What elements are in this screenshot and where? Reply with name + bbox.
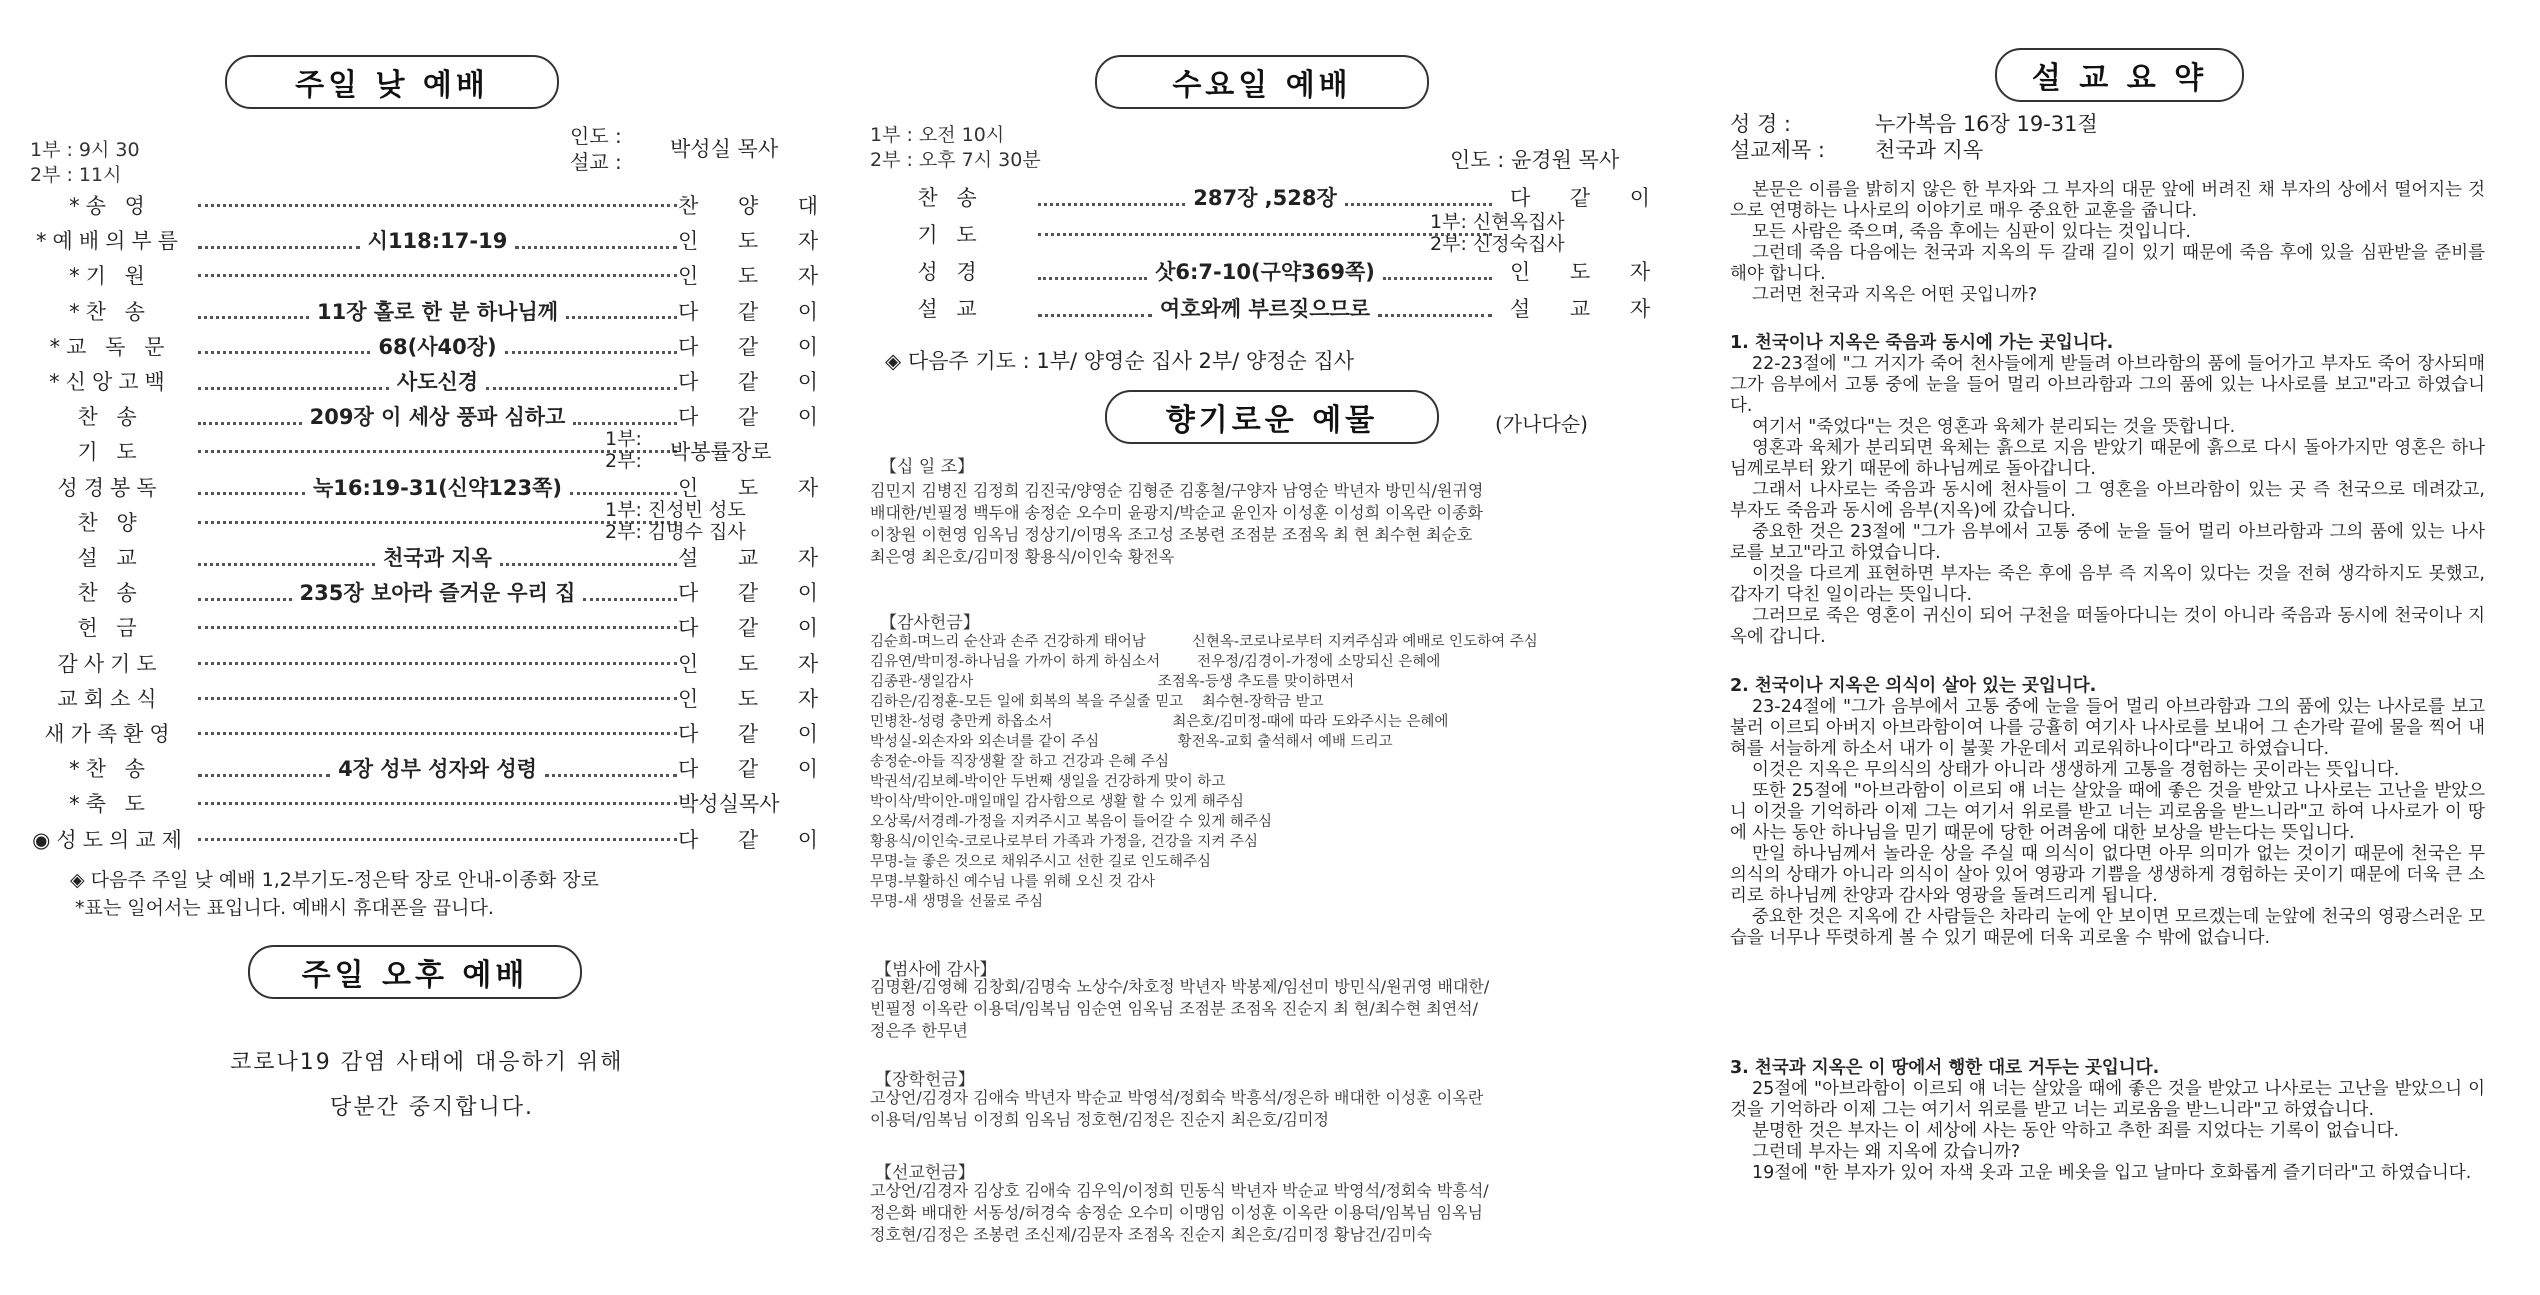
service-item-responsible: 다 같 이 <box>678 616 818 641</box>
leader-dots <box>515 232 677 249</box>
leader-label-2: 설교 : <box>570 150 622 174</box>
service-time-2: 2부 : 11시 <box>30 164 122 186</box>
list-line: 김종관-생일감사 조점옥-등생 추도를 맞이하면서 <box>870 674 1355 690</box>
sermon-summary-title: 설 교 요 약 <box>1995 48 2244 102</box>
sunday-morning-title: 주일 낮 예배 <box>225 55 559 109</box>
wed-time-2: 2부 : 오후 7시 30분 <box>870 149 1041 171</box>
paragraph: 여기서 "죽었다"는 것은 영혼과 육체가 분리되는 것을 뜻합니다. <box>1752 417 2236 437</box>
service-item-responsible: 다 같 이 <box>678 405 818 430</box>
list-line: 박성실-외손자와 외손녀를 같이 주심 황전옥-교회 출석해서 예배 드리고 <box>870 734 1393 750</box>
paragraph: 또한 25절에 "아브라함이 이르되 얘 너는 살았을 때에 좋은 것을 받았고 나사로는 고난을 받았으니 이것을 기억하라 이제 그는 여기서 위로를 받고 너는 괴로움을 받느니라"고 하여 나사로가 이 땅에 사는 동안 하나님을 믿기 때문에 당한 어려움에 대한 보상을 받는다는 뜻입니다. <box>1730 781 2485 843</box>
service-row <box>30 366 818 398</box>
sermon-point-3 <box>1730 1058 2485 1184</box>
service-item-detail: 천국과 지옥 <box>383 546 492 570</box>
service-item-label: *교 독 문 <box>49 334 171 359</box>
list-line: 김순희-며느리 순산과 손주 건강하게 태어남 신현옥-코로나로부터 지켜주심과 예배로 인도하여 주심 <box>870 634 1538 650</box>
service-row <box>30 577 818 609</box>
leader-dots <box>198 337 370 354</box>
leader-dots <box>573 408 677 425</box>
service-row <box>30 225 818 257</box>
service-item-label: 설 교 <box>77 546 143 570</box>
leader-dots <box>198 478 305 495</box>
sermon-point-1 <box>1730 333 2485 648</box>
sermon-point-2 <box>1730 676 2485 949</box>
point-2-body <box>1730 697 2485 949</box>
paragraph: 모든 사람은 죽으며, 죽음 후에는 심판이 있다는 것입니다. <box>1752 222 2191 242</box>
leader-dots <box>198 584 292 601</box>
service-row <box>30 612 818 644</box>
service-item-detail: 4장 성부 성자와 성령 <box>338 757 537 782</box>
list-line: 정은주 한무년 <box>870 1021 968 1040</box>
service-item-label: *찬 송 <box>69 757 151 782</box>
service-item-responsible: 박성실목사 <box>678 792 780 817</box>
list-line: 배대한/빈필정 백두애 송정순 오수미 윤광지/박순교 윤인자 이성훈 이성희 이옥란 이종화 <box>870 503 1483 522</box>
leader-dots <box>1345 189 1492 206</box>
sermon-title-label: 설교제목 : <box>1730 138 1825 162</box>
thanks-list <box>870 632 1538 912</box>
service-item-responsible: 다 같 이 <box>678 722 818 746</box>
list-line: 오상록/서경례-가정을 지켜주시고 복음이 들어갈 수 있게 해주심 <box>870 814 1272 830</box>
list-line: 황용식/이인숙-코로나로부터 가족과 가정을, 건강을 지켜 주심 <box>870 834 1258 850</box>
service-item-label: *기 원 <box>69 264 151 289</box>
service-item-label: 교회소식 <box>57 686 163 711</box>
service-item-responsible: 설 교 자 <box>1510 297 1650 321</box>
service-item-responsible: 다 같 이 <box>678 757 818 782</box>
service-row <box>30 683 818 715</box>
paragraph: 그러면 천국과 지옥은 어떤 곳입니까? <box>1752 285 2038 305</box>
offerings-title: 향기로운 예물 <box>1105 390 1439 444</box>
service-item-label: 찬 양 <box>77 510 143 535</box>
part-1: 1부: <box>605 428 642 451</box>
paragraph: 본문은 이름을 밝히지 않은 한 부자와 그 부자의 대문 앞에 버려진 채 부자의 상에서 떨어지는 것으로 연명하는 나사로의 이야기로 매우 중요한 교훈을 줍니다. <box>1730 180 2485 221</box>
point-3-body <box>1730 1079 2485 1184</box>
service-item-detail: 삿6:7-10(구약369쪽) <box>1155 260 1375 284</box>
wednesday-column <box>870 0 1650 1295</box>
list-line: 최은영 최은호/김미정 황용식/이인숙 황전옥 <box>870 547 1175 566</box>
next-week-note: ◈ 다음주 주일 낮 예배 1,2부기도-정은탁 장로 안내-이종화 장로 <box>70 869 599 891</box>
service-row <box>870 293 1650 325</box>
wed-next-prayer: ◈ 다음주 기도 : 1부/ 양영순 집사 2부/ 양정순 집사 <box>885 349 1355 373</box>
service-item-detail: 시118:17-19 <box>367 229 508 254</box>
service-item-label: 새가족환영 <box>44 722 176 746</box>
scripture-text: 누가복음 16장 19-31절 <box>1875 112 2098 136</box>
service-item-responsible: 인 도 자 <box>678 229 818 254</box>
paragraph: 그런데 죽음 다음에는 천국과 지옥의 두 갈래 길이 있기 때문에 죽음 후에 있을 심판받을 준비를 해야 합니다. <box>1730 243 2485 284</box>
mission-heading: 【선교헌금】 <box>875 1163 975 1183</box>
service-item-detail: 235장 보아라 즐거운 우리 집 <box>299 581 576 606</box>
tithe-list <box>870 480 1483 568</box>
leader-dots <box>500 549 677 566</box>
service-item-detail: 287장 ,528장 <box>1193 186 1337 210</box>
leader-dots <box>1038 219 1492 236</box>
list-line: 박권석/김보혜-박이안 두번째 생일을 건강하게 맞이 하고 <box>870 774 1226 790</box>
leader-dots <box>583 584 677 601</box>
mission-list <box>870 1180 1489 1246</box>
paragraph: 그래서 나사로는 죽음과 동시에 천사들이 그 영혼을 아브라함이 있는 곳 즉 천국으로 데려갔고, 부자도 죽음과 동시에 음부(지옥)에 갔습니다. <box>1730 480 2485 521</box>
prayer-elder: 박봉률장로 <box>670 440 772 465</box>
leader-dots <box>198 612 677 629</box>
sunday-worship-column <box>30 0 818 1295</box>
list-line: 이용덕/임복님 이정희 임옥님 정호현/김정은 진순지 최은호/김미정 <box>870 1110 1329 1129</box>
service-item-responsible <box>1430 211 1630 255</box>
service-item-label: 감사기도 <box>57 651 163 676</box>
list-line: 김민지 김병진 김정희 김진국/양영순 김형준 김홍철/구양자 남영순 박년자 방민식/원귀영 <box>870 481 1484 500</box>
service-item-detail: 사도신경 <box>396 370 479 394</box>
list-line: 정호현/김정은 조봉련 조신제/김문자 조점옥 진순지 최은호/김미정 황남건/김미숙 <box>870 1225 1433 1244</box>
service-item-label: *신앙고백 <box>49 370 171 394</box>
service-item-label: *축 도 <box>69 792 151 817</box>
leader-dots <box>198 190 677 207</box>
offerings-order-note: (가나다순) <box>1495 412 1588 436</box>
scripture-label: 성 경 : <box>1730 112 1791 136</box>
list-line: 정은화 배대한 서동성/허경숙 송정순 오수미 이맹임 이성훈 이옥란 이용덕/임복님 임옥님 <box>870 1203 1483 1222</box>
thanks-heading: 【감사헌금】 <box>880 613 980 633</box>
paragraph: 중요한 것은 23절에 "그가 음부에서 고통 중에 눈을 들어 멀리 아브라함과 그의 품에 있는 나사로를 보고"라고 하였습니다. <box>1730 522 2485 563</box>
leader-dots <box>1038 263 1147 280</box>
leader-dots <box>198 373 389 390</box>
leader-label-1: 인도 : <box>570 124 622 148</box>
leader-dots <box>570 478 677 495</box>
leader-dots <box>198 302 309 319</box>
sermon-intro <box>1730 180 2485 306</box>
service-item-responsible: 인 도 자 <box>678 264 818 289</box>
point-1-heading: 1. 천국이나 지옥은 죽음과 동시에 가는 곳입니다. <box>1730 333 2114 353</box>
leader-dots <box>198 408 302 425</box>
service-row <box>30 331 818 363</box>
service-item-label: 기 도 <box>77 440 143 465</box>
point-2-heading: 2. 천국이나 지옥은 의식이 살아 있는 곳입니다. <box>1730 676 2097 696</box>
sermon-title-text: 천국과 지옥 <box>1875 138 1984 162</box>
leader-dots <box>198 232 360 249</box>
list-line: 이창원 이현영 임옥님 정상기/이명옥 조고성 조봉련 조점분 조점옥 최 현 최수현 최순호 <box>870 525 1473 544</box>
part-2: 2부: <box>605 450 642 473</box>
paragraph: 22-23절에 "그 거지가 죽어 천사들에게 받들려 아브라함의 품에 들어가고 부자도 죽어 장사되매 그가 음부에서 고통 중에 눈을 들어 멀리 아브라함과 그의 품에 있는 나사로를 보고"라고 하였습니다. <box>1730 354 2485 416</box>
paragraph: 이것을 다르게 표현하면 부자는 죽은 후에 음부 즉 지옥이 있다는 것을 전혀 생각하지도 못했고, 갑자기 닥친 일이라는 뜻입니다. <box>1730 564 2485 605</box>
leader-dots <box>198 718 677 735</box>
afternoon-notice-1: 코로나19 감염 사태에 대응하기 위해 <box>230 1050 624 1075</box>
service-row <box>870 182 1650 214</box>
list-line: 민병찬-성령 충만케 하옵소서 최은호/김미정-때에 따라 도와주시는 은혜에 <box>870 714 1449 730</box>
leader-dots <box>198 683 677 700</box>
list-line: 무명-늘 좋은 것으로 채워주시고 선한 길로 인도해주심 <box>870 854 1212 870</box>
service-row <box>30 788 800 820</box>
paragraph: 만일 하나님께서 놀라운 상을 주실 때 의식이 없다면 아무 의미가 없는 것이기 때문에 천국은 무의식의 상태가 아니라 의식이 살아 있어 영광과 기쁨을 생생하게 경험하는 곳이기 때문에 더욱 큰 소리로 하나님께 찬양과 감사와 영광을 돌려드리게 됩니다. <box>1730 844 2485 906</box>
service-item-detail: 여호와께 부르짖으므로 <box>1159 297 1371 321</box>
service-item-label: 헌 금 <box>77 616 143 641</box>
service-item-responsible: 다 같 이 <box>678 370 818 394</box>
point-1-body <box>1730 354 2485 648</box>
service-item-detail: 11장 홀로 한 분 하나님께 <box>316 299 559 324</box>
service-item-responsible: 인 도 자 <box>1510 260 1650 284</box>
leader-dots <box>486 373 677 390</box>
leader-dots <box>198 788 677 805</box>
service-item-label: 기 도 <box>917 223 983 247</box>
wed-time-1: 1부 : 오전 10시 <box>870 124 1005 146</box>
list-line: 무명-새 생명을 선물로 주심 <box>870 894 1044 910</box>
list-line: 고상언/김경자 김애숙 박년자 박순교 박영석/정회숙 박흥석/정은하 배대한 이성훈 이옥란 <box>870 1088 1484 1107</box>
service-item-label: 찬 송 <box>77 405 143 430</box>
list-line: 박이삭/박이안-매일매일 감사함으로 생활 할 수 있게 해주심 <box>870 794 1244 810</box>
leader-dots <box>1038 300 1152 317</box>
sunday-afternoon-title: 주일 오후 예배 <box>248 945 582 999</box>
leader-dots <box>1038 189 1185 206</box>
list-line: 김하은/김정훈-모든 일에 회복의 복을 주실줄 믿고 최수현-장학금 받고 <box>870 694 1324 710</box>
service-item-responsible: 다 같 이 <box>678 334 818 359</box>
leader-dots <box>198 648 677 665</box>
service-time-1: 1부 : 9시 30 <box>30 139 140 161</box>
point-3-heading: 3. 천국과 지옥은 이 땅에서 행한 대로 거두는 곳입니다. <box>1730 1058 2160 1078</box>
service-row <box>870 256 1650 288</box>
service-row <box>30 296 818 328</box>
service-item-responsible <box>605 499 805 543</box>
leader-dots <box>1378 300 1492 317</box>
standing-note: *표는 일어서는 표입니다. 예배시 휴대폰을 끕니다. <box>75 897 494 919</box>
service-row <box>30 428 800 473</box>
all-things-heading: 【범사에 감사】 <box>875 960 997 980</box>
service-item-detail: 눅16:19-31(신약123쪽) <box>313 475 562 500</box>
tithe-heading: 【십 일 조】 <box>880 457 975 477</box>
paragraph: 영혼과 육체가 분리되면 육체는 흙으로 지음 받았기 때문에 흙으로 다시 돌아가지만 영혼은 하나님께로부터 왔기 때문에 하나님께로 돌아갑니다. <box>1730 438 2485 479</box>
service-row <box>30 190 818 222</box>
service-item-label: *예배의부름 <box>36 229 184 254</box>
service-item-responsible: 다 같 이 <box>1510 186 1650 210</box>
wed-leader: 인도 : 윤경원 목사 <box>1450 148 1620 172</box>
leader-dots <box>198 549 375 566</box>
part-1: 1부: 신현옥집사 <box>1430 211 1565 233</box>
service-item-detail: 209장 이 세상 풍파 심하고 <box>309 405 566 430</box>
part-1: 1부: 진성빈 성도 <box>605 498 746 521</box>
leader-dots <box>545 760 677 777</box>
paragraph: 분명한 것은 부자는 이 세상에 사는 동안 악하고 추한 죄를 지었다는 기록이 없습니다. <box>1752 1121 2400 1141</box>
service-item-label: *찬 송 <box>69 299 151 324</box>
list-line: 무명-부활하신 예수님 나를 위해 오신 것 감사 <box>870 874 1156 890</box>
all-things-list <box>870 976 1489 1042</box>
leader-dots <box>566 302 677 319</box>
leader-dots <box>198 824 677 841</box>
list-line: 고상언/김경자 김상호 김애숙 김우익/이정희 민동식 박년자 박순교 박영석/정회숙 박흥석/ <box>870 1181 1489 1200</box>
leader-dots <box>198 760 330 777</box>
service-item-responsible: 인 도 자 <box>678 651 818 676</box>
service-row <box>30 718 818 750</box>
paragraph: 그러므로 죽은 영혼이 귀신이 되어 구천을 떠돌아다니는 것이 아니라 죽음과 동시에 천국이나 지옥에 갑니다. <box>1730 606 2485 647</box>
service-row <box>870 211 1645 255</box>
service-row <box>30 542 818 574</box>
sermon-summary-column <box>1715 0 2495 1295</box>
leader-dots <box>505 337 677 354</box>
service-row <box>30 498 800 543</box>
service-item-responsible: 인 도 자 <box>678 475 818 500</box>
list-line: 김유연/박미정-하나님을 가까이 하게 하심소서 전우정/김경이-가정에 소망되신 은혜에 <box>870 654 1441 670</box>
service-row <box>30 260 818 292</box>
paragraph: 19절에 "한 부자가 있어 자색 옷과 고운 베옷을 입고 날마다 호화롭게 즐기더라"고 하였습니다. <box>1752 1163 2472 1183</box>
service-item-responsible: 인 도 자 <box>678 686 818 711</box>
service-item-responsible: 다 같 이 <box>678 827 818 852</box>
leader-dots <box>1383 263 1492 280</box>
service-item-label: *송 영 <box>69 194 151 218</box>
list-line: 빈필정 이옥란 이용덕/임복님 임순연 임옥님 조점분 조점옥 진순지 최 현/최수현 최연석/ <box>870 999 1478 1018</box>
service-item-label: 성 경 <box>917 260 983 284</box>
paragraph: 그런데 부자는 왜 지옥에 갔습니까? <box>1752 1142 2021 1162</box>
scholarship-list <box>870 1087 1483 1131</box>
service-item-detail: 68(사40장) <box>378 334 497 359</box>
service-item-label: ◉성도의교제 <box>32 827 188 852</box>
scholarship-heading: 【장학헌금】 <box>875 1070 975 1090</box>
service-item-label: 찬 송 <box>77 581 143 606</box>
list-line: 김명환/김영혜 김창회/김명숙 노상수/차호정 박년자 박봉제/임선미 방민식/원귀영 배대한/ <box>870 977 1490 996</box>
service-item-responsible: 설 교 자 <box>678 546 818 570</box>
service-item-responsible: 다 같 이 <box>678 299 818 324</box>
service-item-label: 찬 송 <box>917 186 983 210</box>
leader-dots <box>198 260 677 277</box>
service-item-label: 설 교 <box>917 297 983 321</box>
leader-name: 박성실 목사 <box>670 137 779 161</box>
service-item-label: 성경봉독 <box>57 475 163 500</box>
service-item-responsible: 찬 양 대 <box>678 194 818 218</box>
list-line: 송정순-아들 직장생활 잘 하고 건강과 은혜 주심 <box>870 754 1170 770</box>
paragraph: 이것은 지옥은 무의식의 상태가 아니라 생생하게 고통을 경험하는 곳이라는 뜻입니다. <box>1752 760 2400 780</box>
service-item-responsible: 다 같 이 <box>678 581 818 606</box>
part-2: 2부: 김명수 집사 <box>605 520 746 543</box>
paragraph: 중요한 것은 지옥에 간 사람들은 차라리 눈에 안 보이면 모르겠는데 눈앞에 천국의 영광스러운 모습을 너무나 뚜렷하게 볼 수 있기 때문에 더욱 괴로울 수 밖에 없습니다. <box>1730 907 2485 948</box>
service-row <box>30 824 818 856</box>
part-2: 2부: 신정숙집사 <box>1430 233 1565 255</box>
paragraph: 25절에 "아브라함이 이르되 얘 너는 살았을 때에 좋은 것을 받았고 나사로는 고난을 받았으니 이것을 기억하라 이제 그는 여기서 위로를 받고 너는 괴로움을 받느니라"고 하였습니다. <box>1730 1079 2485 1120</box>
paragraph: 23-24절에 "그가 음부에서 고통 중에 눈을 들어 멀리 아브라함과 그의 품에 있는 나사로를 보고 불러 이르되 아버지 아브라함이여 나를 긍휼히 여기사 나사로를 보내어 그 손가락 끝에 물을 찍어 내 혀를 서늘하게 하소서 내가 이 불꽃 가운데서 괴로워하나이다"라고 하였습니다. <box>1730 697 2485 759</box>
wednesday-title: 수요일 예배 <box>1095 55 1429 109</box>
afternoon-notice-2: 당분간 중지합니다. <box>330 1095 535 1120</box>
service-row <box>30 753 818 785</box>
service-row <box>30 648 818 680</box>
